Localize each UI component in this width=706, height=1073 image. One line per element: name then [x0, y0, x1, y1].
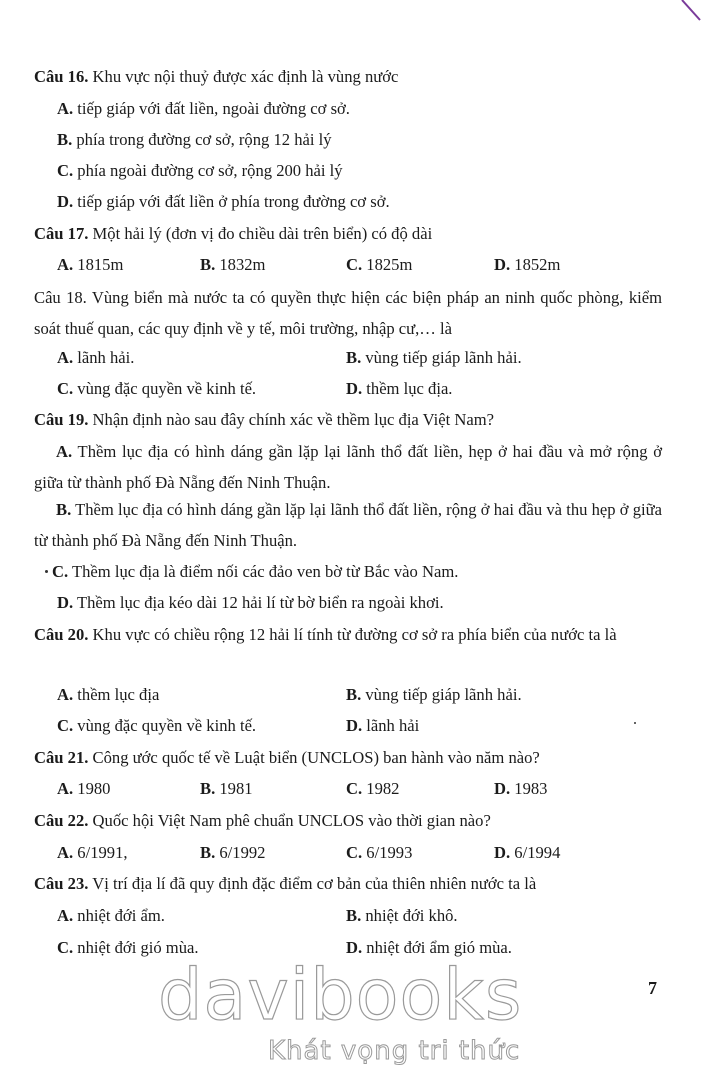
question-21-option-c [346, 778, 399, 800]
option-text: 6/1991, [73, 843, 128, 862]
option-label: A. [57, 99, 74, 118]
option-label: B. [57, 130, 73, 149]
option-text: nhiệt đới ẩm. [73, 906, 165, 925]
question-18-option-c [57, 378, 256, 400]
question-19-stem [34, 409, 662, 431]
question-16-stem [34, 66, 662, 88]
question-21-stem [34, 747, 662, 769]
option-label: D. [57, 192, 74, 211]
option-text: Thềm lục địa có hình dáng gần lặp lại lãnh thổ đất liền, hẹp ở hai đầu và mở rộng ở giữa từ thành phố Đà Nẵng đến Ninh Thuận. [34, 442, 662, 492]
option-text: Thềm lục địa có hình dáng gần lặp lại lãnh thổ đất liền, rộng ở hai đầu và thu hẹp ở giữa từ thành phố Đà Nẵng đến Ninh Thuận. [34, 500, 662, 550]
question-label: Câu 21. [34, 748, 89, 767]
option-label: A. [57, 348, 74, 367]
option-label: D. [494, 779, 511, 798]
option-text: nhiệt đới khô. [361, 906, 458, 925]
question-19-option-c [52, 561, 458, 583]
question-label: Câu 16. [34, 67, 89, 86]
option-text: nhiệt đới gió mùa. [73, 938, 199, 957]
question-22-option-a [57, 842, 128, 864]
question-20-stem [34, 619, 662, 650]
question-text: Nhận định nào sau đây chính xác về thềm lục địa Việt Nam? [88, 410, 494, 429]
question-18-stem [34, 282, 662, 344]
option-label: A. [56, 442, 73, 461]
question-16-option-c [57, 160, 343, 182]
option-label: C. [57, 716, 74, 735]
option-text: 1852m [510, 255, 561, 274]
option-label: C. [57, 938, 74, 957]
option-label: D. [346, 938, 363, 957]
option-label: C. [346, 843, 363, 862]
option-label: C. [52, 562, 69, 581]
question-21-option-a [57, 778, 110, 800]
question-16-option-b [57, 129, 332, 151]
question-20-option-d [346, 715, 419, 737]
question-22-option-c [346, 842, 412, 864]
option-label: B. [200, 255, 216, 274]
option-label: D. [346, 379, 363, 398]
question-label: Câu 20. [34, 625, 89, 644]
option-text: 1980 [73, 779, 111, 798]
print-speck [634, 722, 636, 724]
question-17-option-a [57, 254, 123, 276]
print-speck [45, 570, 48, 573]
question-18-option-b [346, 347, 522, 369]
option-text: 1825m [362, 255, 413, 274]
option-text: 6/1993 [362, 843, 413, 862]
option-label: A. [57, 685, 74, 704]
option-text: 6/1994 [510, 843, 561, 862]
question-19-option-a [34, 436, 662, 498]
watermark-tagline: Khát vọng tri thức [268, 1036, 521, 1066]
question-20-option-c [57, 715, 256, 737]
question-22-option-d [494, 842, 560, 864]
option-text: 1981 [215, 779, 253, 798]
question-text: Một hải lý (đơn vị đo chiều dài trên biển) có độ dài [88, 224, 433, 243]
corner-stroke-decoration [674, 0, 704, 24]
option-text: lãnh hải. [73, 348, 135, 367]
question-20-option-b [346, 684, 522, 706]
question-18-option-a [57, 347, 134, 369]
question-23-option-b [346, 905, 458, 927]
watermark-brand: davibooks [158, 954, 523, 1036]
option-text: vùng tiếp giáp lãnh hải. [361, 348, 522, 367]
option-text: 1815m [73, 255, 124, 274]
option-text: tiếp giáp với đất liền ở phía trong đường cơ sở. [73, 192, 390, 211]
option-text: vùng đặc quyền về kinh tế. [73, 716, 257, 735]
option-text: Thềm lục địa kéo dài 12 hải lí từ bờ biển ra ngoài khơi. [73, 593, 444, 612]
question-label: Câu 23. [34, 874, 89, 893]
question-21-option-d [494, 778, 547, 800]
question-20-option-a [57, 684, 159, 706]
question-18-option-d [346, 378, 452, 400]
question-text: Vị trí địa lí đã quy định đặc điểm cơ bản của thiên nhiên nước ta là [88, 874, 537, 893]
option-label: B. [200, 843, 216, 862]
option-label: C. [57, 161, 74, 180]
page-number: 7 [648, 978, 657, 998]
option-label: D. [57, 593, 74, 612]
option-label: B. [200, 779, 216, 798]
option-label: B. [346, 906, 362, 925]
question-19-option-d [57, 592, 444, 614]
option-label: D. [494, 843, 511, 862]
option-text: thềm lục địa [73, 685, 160, 704]
question-17-option-b [200, 254, 265, 276]
question-17-stem [34, 223, 662, 245]
watermark [0, 950, 706, 1073]
question-23-option-a [57, 905, 165, 927]
option-text: vùng tiếp giáp lãnh hải. [361, 685, 522, 704]
question-text: Khu vực nội thuỷ được xác định là vùng nước [88, 67, 399, 86]
option-label: B. [346, 685, 362, 704]
question-23-stem [34, 873, 662, 895]
question-text: Quốc hội Việt Nam phê chuẩn UNCLOS vào thời gian nào? [88, 811, 491, 830]
option-label: C. [346, 255, 363, 274]
option-label: B. [346, 348, 362, 367]
question-16-option-d [57, 191, 390, 213]
question-label: Câu 22. [34, 811, 89, 830]
option-label: B. [56, 500, 72, 519]
option-label: A. [57, 906, 74, 925]
question-label: Câu 19. [34, 410, 89, 429]
option-text: lãnh hải [362, 716, 420, 735]
option-label: D. [346, 716, 363, 735]
question-17-option-d [494, 254, 560, 276]
option-label: A. [57, 779, 74, 798]
option-label: D. [494, 255, 511, 274]
option-text: 1832m [215, 255, 266, 274]
question-16-option-a [57, 98, 350, 120]
option-label: C. [57, 379, 74, 398]
option-text: phía trong đường cơ sở, rộng 12 hải lý [72, 130, 332, 149]
option-text: thềm lục địa. [362, 379, 453, 398]
question-text: Công ước quốc tế về Luật biển (UNCLOS) ban hành vào năm nào? [88, 748, 540, 767]
option-text: 1983 [510, 779, 548, 798]
question-text: Câu 18. Vùng biển mà nước ta có quyền thực hiện các biện pháp an ninh quốc phòng, kiểm soát thuế quan, các quy định về y tế, môi trường, nhập cư,… là [34, 288, 662, 338]
question-text: Khu vực có chiều rộng 12 hải lí tính từ đường cơ sở ra phía biển của nước ta là [88, 625, 617, 644]
question-22-stem [34, 810, 662, 832]
option-text: phía ngoài đường cơ sở, rộng 200 hải lý [73, 161, 343, 180]
option-text: 6/1992 [215, 843, 266, 862]
option-label: A. [57, 255, 74, 274]
option-text: nhiệt đới ẩm gió mùa. [362, 938, 512, 957]
option-text: vùng đặc quyền về kinh tế. [73, 379, 257, 398]
option-text: 1982 [362, 779, 400, 798]
question-17-option-c [346, 254, 412, 276]
question-21-option-b [200, 778, 253, 800]
option-label: A. [57, 843, 74, 862]
question-19-option-b [34, 494, 662, 556]
option-text: Thềm lục địa là điểm nối các đảo ven bờ từ Bắc vào Nam. [68, 562, 459, 581]
option-text: tiếp giáp với đất liền, ngoài đường cơ sở. [73, 99, 350, 118]
question-22-option-b [200, 842, 265, 864]
question-label: Câu 17. [34, 224, 89, 243]
option-label: C. [346, 779, 363, 798]
